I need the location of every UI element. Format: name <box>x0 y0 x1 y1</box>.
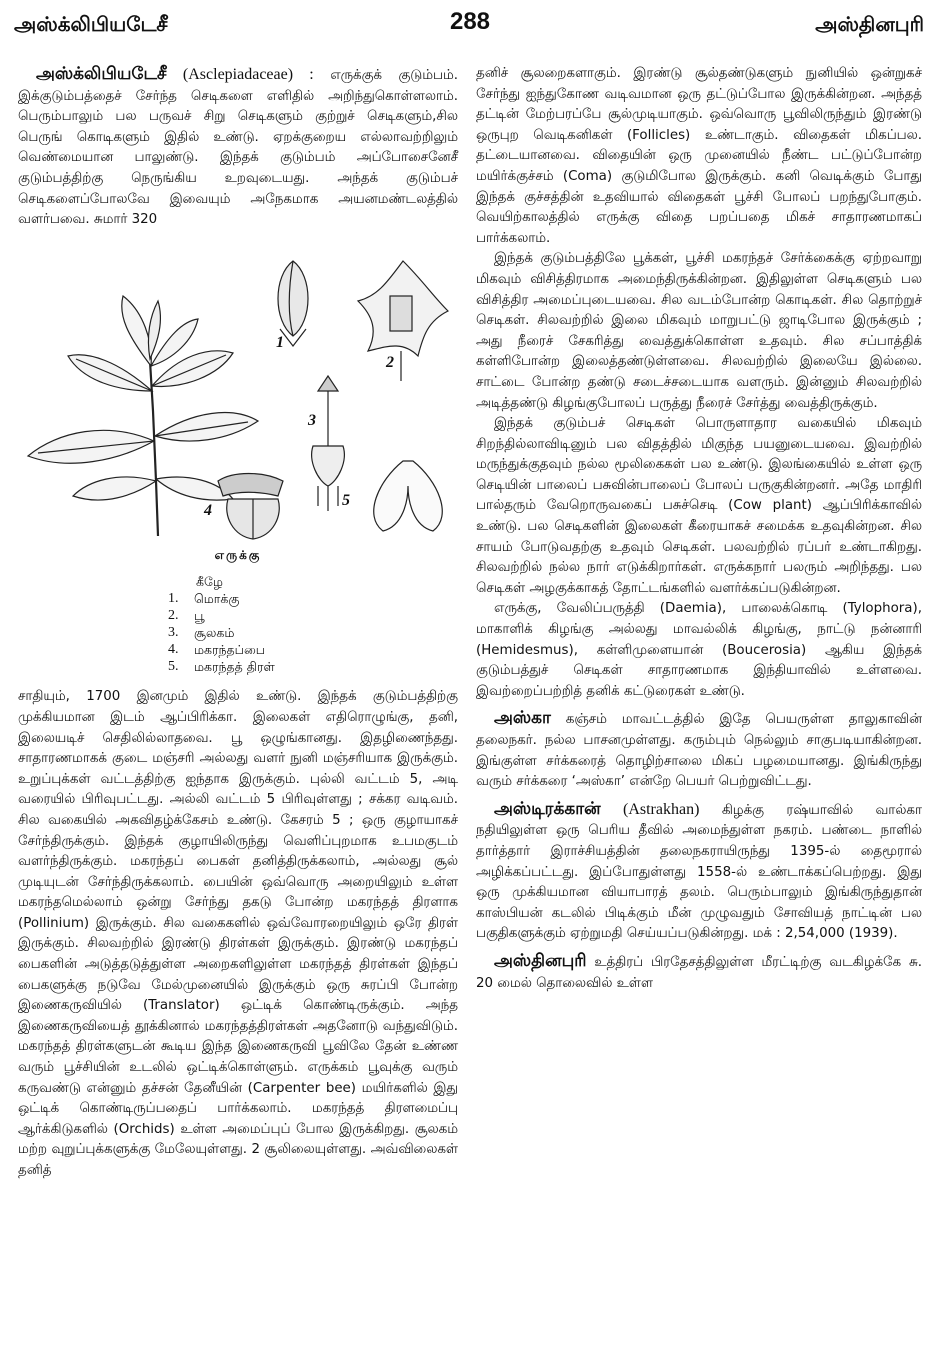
figure-caption: எருக்கு <box>214 547 262 562</box>
entry-aska <box>476 708 922 792</box>
entry-headword: அஸ்கா <box>494 708 551 729</box>
legend-label: மகரந்தப்பை <box>194 642 266 658</box>
running-head-right: அஸ்தினபுரி <box>815 12 924 36</box>
paragraph-indian-species: எருக்கு, வேலிப்பருத்தி (Daemia), பாலைக்கொடி (Tylophora), மாகாளிக் கிழங்கு அல்லது மாவல்லிக் கிழங்கு, நாட்டு நன்னாரி (Hemidesmus), கள்ளிமுளையான் (Boucerosia) ஆகிய இந்தக் குடும்பத்துச் செடிகள் சாதாரணமாக இந்தியாவில் உள்ளவை. இவற்றைப்பற்றித் தனிக் கட்டுரைகள் உண்டு. <box>476 601 922 699</box>
legend-number: 3. <box>168 625 179 641</box>
entry-text: உத்திரப் பிரதேசத்திலுள்ள மீரட்டிற்கு வடகிழக்கே சு. 20 மைல் தொலைவில் உள்ள <box>476 954 923 991</box>
legend-number: 4. <box>168 642 179 658</box>
entry-body-text: சாதியும், 1700 இனமும் இதில் உண்டு. இந்தக் குடும்பத்திற்கு முக்கியமான இடம் ஆப்பிரிக்கா. இலைகள் எதிரொழுங்கு, தனி, இலையடிச் செதிலில்லாதவை. பூ ஒழுங்கானது. இதழிணைந்தது. சாதாரணமாகக் குடை மஞ்சரி அல்லது வளர் நுனி மஞ்சரியாக இருக்கும். உறுப்புக்கள் வட்டத்திற்கு ஐந்தாக இருக்கும். புல்லி வட்டம் 5, அடி வரையில் பிரிவுபட்டது. அல்லி வட்டம் 5 பிரிவுள்ளது ; சக்கர வடிவம். சில வகையில் அகவிதழ்க்கேசம் உண்டு. கேசரம் 5 ; ஒரு குழாயாகச் சேர்ந்திருக்கும். இந்தக் குழாயிலிருந்து வெளிப்புறமாக உபமகுடம் வளர்ந்திருக்கும். மகரந்தப் பைகள் தனித்திருக்கலாம், அல்லது சூல் முடியுடன் சேர்ந்திருக்கலாம். பையின் ஒவ்வொரு அறையிலும் உள்ள மகரந்தமெல்லாம் ஒன்று சேர்ந்து தகடு போன்ற மகரந்தத் திரளாக (Pollinium) இருக்கும். சில வகைகளில் ஒவ்வோரறையிலும் ஒரே திரள் இருக்கும். சிலவற்றில் இரண்டு திரள்கள் இருக்கும். இரண்டு மகரந்தப் பைகளின் அடுத்தடுத்துள்ள அறைகளிலுள்ள மகரந்தத் திரள்கள் இந்தப் பைகளுக்கு நடுவே மேல்முனையில் இருக்கும் ஒரு சுரப்பி போன்ற இணைகருவியில் (Translator) ஒட்டிக் கொண்டிருக்கும். அந்த இணைகருவியைத் தூக்கினால் மகரந்தத்திரள்கள் அதனோடு வந்துவிடும். மகரந்தத் திரள்களுடன் கூடிய இந்த இணைகருவி பூவிலே தேன் உண்ண வரும் பூச்சியின் உடலில் ஒட்டிக்கொள்ளும். எருக்கம் பூவுக்கு வரும் கருவண்டு என்னும் தச்சன் தேனீயின் (Carpenter bee) மயிர்களில் இது ஒட்டிக் கொண்டிருப்பதைப் பார்க்கலாம். மகரந்தத் திரளமைப்பு ஆர்க்கிடுகளில் (Orchids) உள்ள அமைப்புப் போல இருக்கிறது. சூலகம் மற்ற வுறுப்புக்களுக்கு மேலேயுள்ளது. 2 சூலிலையுள்ளது. அவ்விலைகள் தனித் <box>18 689 458 1178</box>
figure-label-2: 2 <box>386 353 394 371</box>
legend-number: 5. <box>168 659 179 675</box>
entry-text: கஞ்சம் மாவட்டத்தில் இதே பெயருள்ள தாலுகாவின் தலைநகர். நல்ல பாசனமுள்ளது. கரும்பும் நெல்லும் சாகுபடியாகின்றன. இங்குள்ள சர்க்கரைத் தொழிற்சாலை மிகப் பழமையானது. இங்கிருந்து வரும் சர்க்கரை ‘அஸ்கா’ என்றே பெயர் பெற்றுவிட்டது. <box>476 712 923 790</box>
figure-label-1: 1 <box>276 333 284 351</box>
paragraph-adaptations: இந்தக் குடும்பத்திலே பூக்கள், பூச்சி மகரந்தச் சேர்க்கைக்கு ஏற்றவாறு மிகவும் விசித்திரமாக அமைந்திருக்கின்றன. இதிலுள்ள செடிகளும் பல விசித்திர அமைப்புடையவை. சில வடம்போன்ற கொடிகள். சில தொற்றுச் செடிகள். சிலவற்றில் இலை மிகவும் மாறுபட்டு ஜாடிபோல இருக்கும் ; அது நீரைச் சேகரித்து வைத்துக்கொள்ள உதவும். சில சப்பாத்திக் கள்ளிபோன்ற இலைத்தண்டுள்ளவை. சிலவற்றில் இலையே இல்லை. சாட்டை போன்ற தண்டு சடைச்சடையாக வளரும். இன்னும் சிலவற்றில் அடித்தண்டு கிழங்குபோலப் பருத்து நீரைச் சேர்த்து வைத்திருக்கும். <box>476 251 922 411</box>
legend-label: பூ <box>194 608 205 624</box>
paragraph-economic-use: இந்தக் குடும்பச் செடிகள் பொருளாதார வகையில் மிகவும் சிறந்தில்லாவிடினும் பல விதத்தில் மிகுந்த பயனுடையவை. இவற்றில் மருந்துக்குதவும் நல்ல மூலிகைகள் பல உண்டு. இலங்கையில் உள்ள ஒரு செடியின் பாலைப் பசுவின்பாலைப் போலப் பருகுகின்றனர். அதே மாதிரி பால்தரும் வேறொருவகைப் பசுச்செடி (Cow plant) ஆப்பிரிக்காவில் உண்டு. பல செடிகளின் இலைகள் கீரையாகச் சமைக்க உதவுகின்றன. சில சாயம் போடுவதற்கு உதவும் செடிகள். பலவற்றில் ரப்பர் உண்டாகிறது. சிலவற்றில் நல்ல நார் எடுக்கிறார்கள். எருக்கநார் பலரும் அறிந்தது. பல செடிகள் அழகுக்காகத் தோட்டங்களில் வளர்க்கப்படுகின்றன. <box>476 416 922 596</box>
calotropis-drawing <box>18 241 458 541</box>
legend-number: 1. <box>168 591 179 607</box>
legend-item <box>168 641 458 658</box>
right-column <box>476 64 922 994</box>
entry-latin-name: (Astrakhan) <box>623 800 700 818</box>
legend-item <box>168 607 458 624</box>
figure-label-5: 5 <box>342 491 350 509</box>
legend-number: 2. <box>168 608 179 624</box>
running-head-left: அஸ்க்லிபியடேசீ <box>14 12 168 36</box>
paragraph-fruits-seeds: தனிச் சூலறைகளாகும். இரண்டு சூல்தண்டுகளும் நுனியில் ஒன்றுகச் சேர்ந்து ஐந்துகோண வடிவமான ஒரு தட்டுப்போல இருக்கின்றன. அந்தத் தட்டின் மேற்பரப்பே சூல்முடியாகும். ஒவ்வொரு பூவிலிருந்தும் இரண்டு ஒருபுற வெடிகனிகள் (Follicles) உண்டாகும். விதைகள் மிகப்பல. தட்டையானவை. விதையின் ஒரு முனையில் நீண்ட பட்டுப்போன்ற மயிர்க்குச்சம் (Coma) குடுமிபோல இருக்கும். கனி வெடிக்கும் போது இந்தக் குச்சத்தின் உதவியால் விதைகள் பூச்சி போலப் பறந்துபோகும். வெயிற்காலத்தில் எருக்கு விதை பறப்பதை மிகச் சாதாரணமாகப் பார்க்கலாம். <box>476 66 922 246</box>
entry-text: கிழக்கு ரஷ்யாவில் வால்கா நதியிலுள்ள ஒரு பெரிய தீவில் அமைந்துள்ள நகரம். பண்டை நாளில் தார்த்தார் இராச்சியத்தின் தலைநகராயிருந்து 1395-ல் தைமூரால் அழிக்கப்பட்டது. இப்போதுள்ளது 1558-ல் உண்டாக்கப்பெற்றது. இது ஒரு முக்கியமான வியாபாரத் தலம். பெரும்பாலும் இங்கிருந்துதான் காஸ்பியன் கடலில் பிடிக்கும் மீன் முழுவதும் சோவியத் நாட்டின் பல பகுதிகளுக்கும் ஏற்றுமதி செய்யப்படுகின்றது. மக் : 2,54,000 (1939). <box>476 802 922 942</box>
legend-label: சூலகம் <box>194 625 235 641</box>
legend-item <box>168 624 458 641</box>
plant-illustration <box>18 241 458 541</box>
figure-label-3: 3 <box>308 411 316 429</box>
legend-label: மொக்கு <box>194 591 240 607</box>
entry-hastinapuri <box>476 951 922 994</box>
page-number: 288 <box>449 8 491 35</box>
figure-label-4: 4 <box>204 501 212 519</box>
left-column <box>18 64 458 1182</box>
figure-legend <box>168 573 458 675</box>
legend-item <box>168 590 458 607</box>
entry-headword: அஸ்தினபுரி <box>494 950 587 971</box>
entry-astrakhan <box>476 799 922 945</box>
legend-title: கீழே <box>196 574 223 590</box>
entry-asclepiadaceae-intro <box>18 64 458 231</box>
legend-label: மகரந்தத் திரள் <box>194 659 275 675</box>
entry-headword: அஸ்டிரக்கான் <box>494 798 601 819</box>
entry-intro-text: எருக்குக் குடும்பம். இக்குடும்பத்தைச் சேர்ந்த செடிகளை எளிதில் அறிந்துகொள்ளலாம். பெரும்பாலும் பல பருவச் சிறு செடிகளும் குற்றுச் செடிகளும்,சில பெருங் கொடிகளும் இதில் உண்டு. ஏறக்குறைய எல்லாவற்றிலும் வெண்மையான பாலுண்டு. இந்தக் குடும்பம் அப்போசைனேசீ குடும்பத்திற்கு நெருங்கிய உறவுடையது. அந்தக் குடும்பச் செடிகளைப்போலவே இவையும் அநேகமாக அயனமண்டலத்தில் வளர்பவை. சுமார் 320 <box>18 68 458 228</box>
page-header <box>0 0 940 46</box>
entry-headword: அஸ்க்லிபியடேசீ <box>36 64 167 84</box>
legend-item <box>168 658 458 675</box>
entry-latin-name: (Asclepiadaceae) : <box>182 66 314 83</box>
